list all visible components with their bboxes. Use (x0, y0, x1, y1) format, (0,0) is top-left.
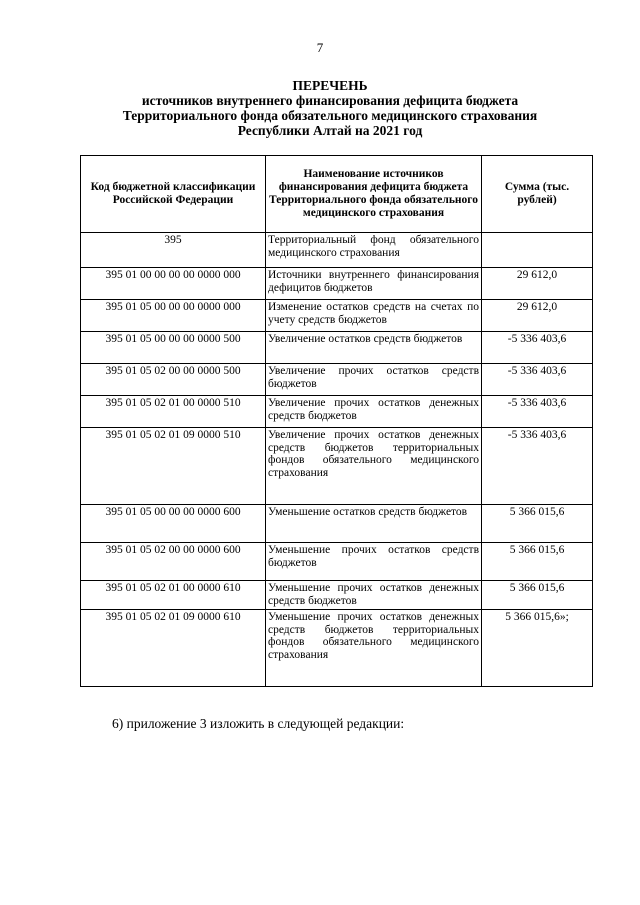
title-line-4: Республики Алтай на 2021 год (237, 123, 423, 138)
header-code: Код бюджетной классификации Российской Федерации (81, 156, 266, 233)
document-title (60, 78, 600, 138)
sources-table (80, 155, 593, 687)
row-code: 395 01 05 02 01 09 0000 610 (81, 610, 266, 687)
row-name: Уменьшение прочих остатков денежных средств бюджетов территориальных фондов обязательного медицинского страхования (266, 610, 482, 687)
row-sum: 5 366 015,6 (482, 505, 593, 543)
row-name: Увеличение прочих остатков средств бюджетов (266, 364, 482, 396)
row-code: 395 01 05 00 00 00 0000 000 (81, 300, 266, 332)
table-row (81, 428, 593, 505)
table-row (81, 364, 593, 396)
row-code: 395 (81, 233, 266, 268)
row-name: Увеличение остатков средств бюджетов (266, 332, 482, 364)
header-name: Наименование источников финансирования дефицита бюджета Территориального фонда обязательного медицинского страхования (266, 156, 482, 233)
table-row (81, 396, 593, 428)
table-row (81, 505, 593, 543)
row-sum: -5 336 403,6 (482, 428, 593, 505)
row-sum: 5 366 015,6 (482, 543, 593, 581)
title-line-2: источников внутреннего финансирования дефицита бюджета (141, 93, 519, 108)
table-row (81, 543, 593, 581)
row-sum: -5 336 403,6 (482, 332, 593, 364)
row-name: Изменение остатков средств на счетах по учету средств бюджетов (266, 300, 482, 332)
row-name: Увеличение прочих остатков денежных средств бюджетов территориальных фондов обязательного медицинского страхования (266, 428, 482, 505)
table-row (81, 233, 593, 268)
table-row (81, 610, 593, 687)
page-number: 7 (316, 40, 324, 55)
row-code: 395 01 05 00 00 00 0000 600 (81, 505, 266, 543)
title-line-3: Территориального фонда обязательного медицинского страхования (122, 108, 538, 123)
row-code: 395 01 00 00 00 00 0000 000 (81, 268, 266, 300)
row-sum: 29 612,0 (482, 300, 593, 332)
row-code: 395 01 05 02 00 00 0000 500 (81, 364, 266, 396)
row-name: Уменьшение остатков средств бюджетов (266, 505, 482, 543)
row-sum (482, 233, 593, 268)
row-code: 395 01 05 02 01 00 0000 610 (81, 581, 266, 610)
row-sum: -5 336 403,6 (482, 364, 593, 396)
row-sum: 5 366 015,6 (482, 581, 593, 610)
row-name: Территориальный фонд обязательного медицинского страхования (266, 233, 482, 268)
table-row (81, 268, 593, 300)
row-name: Увеличение прочих остатков денежных средств бюджетов (266, 396, 482, 428)
row-name: Уменьшение прочих остатков средств бюджетов (266, 543, 482, 581)
row-name: Источники внутреннего финансирования дефицитов бюджетов (266, 268, 482, 300)
row-name: Уменьшение прочих остатков денежных средств бюджетов (266, 581, 482, 610)
table-row (81, 581, 593, 610)
row-code: 395 01 05 02 01 09 0000 510 (81, 428, 266, 505)
row-code: 395 01 05 02 00 00 0000 600 (81, 543, 266, 581)
table-row (81, 300, 593, 332)
row-code: 395 01 05 00 00 00 0000 500 (81, 332, 266, 364)
row-sum: 5 366 015,6»; (482, 610, 593, 687)
table-header-row (81, 156, 593, 233)
row-code: 395 01 05 02 01 00 0000 510 (81, 396, 266, 428)
next-section-instruction: 6) приложение 3 изложить в следующей редакции: (112, 716, 405, 731)
table-row (81, 332, 593, 364)
header-sum: Сумма (тыс. рублей) (482, 156, 593, 233)
row-sum: 29 612,0 (482, 268, 593, 300)
row-sum: -5 336 403,6 (482, 396, 593, 428)
title-line-1: ПЕРЕЧЕНЬ (292, 78, 368, 93)
